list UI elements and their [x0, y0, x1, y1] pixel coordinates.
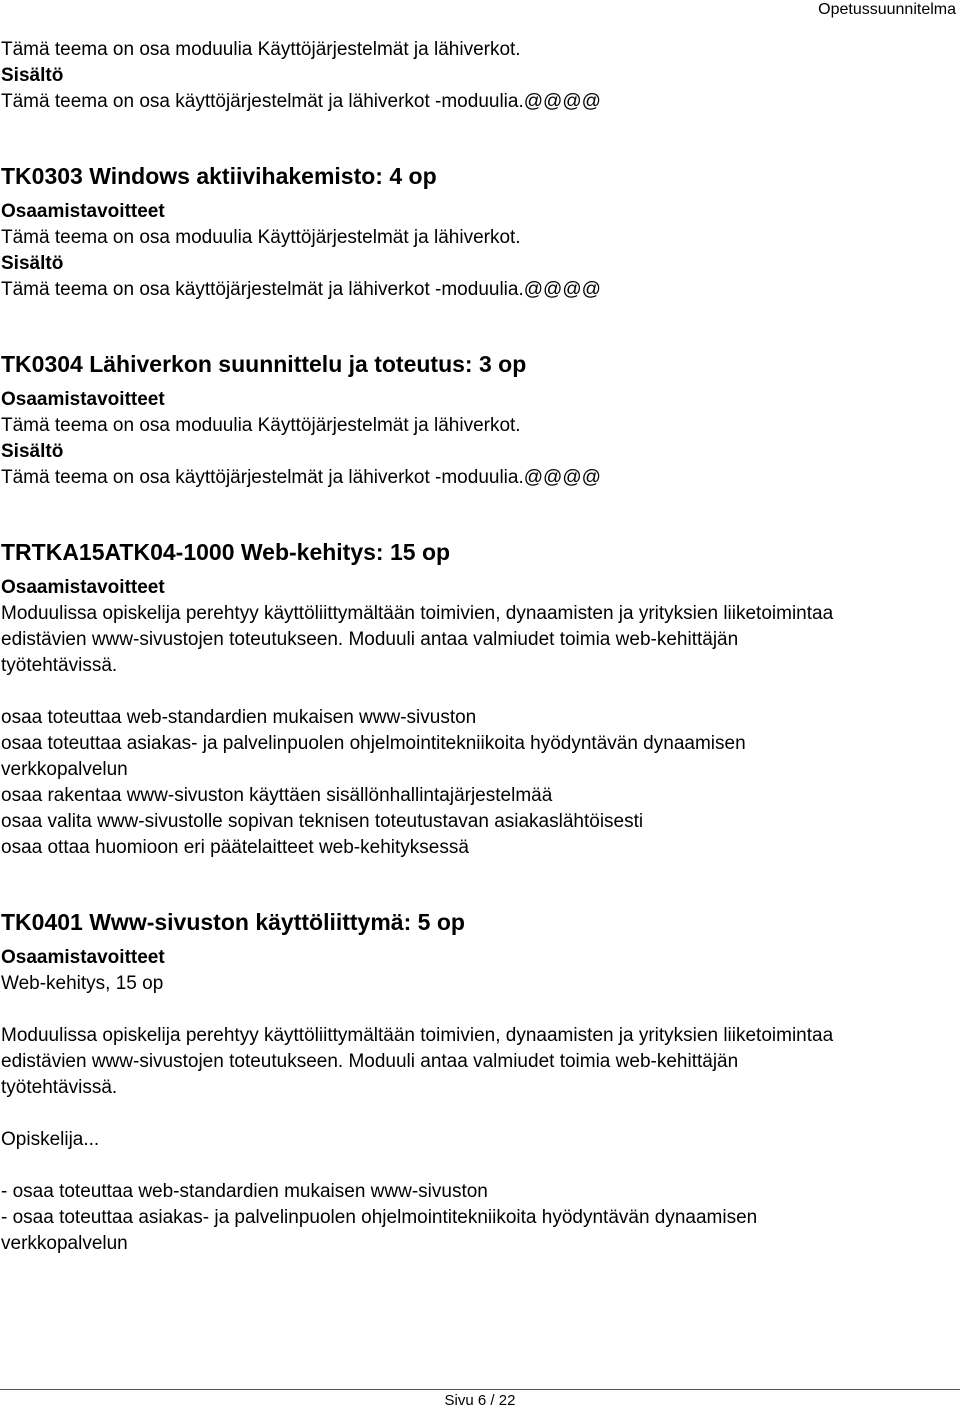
objective-item: - osaa toteuttaa asiakas- ja palvelinpuolen ohjelmointitekniikoita hyödyntävän dynaamisen: [1, 1207, 758, 1228]
section-title: TRTKA15ATK04-1000 Web-kehitys: 15 op: [1, 539, 451, 565]
objective-item: osaa rakentaa www-sivuston käyttäen sisällönhallintajärjestelmää: [1, 785, 553, 806]
objective-item: - osaa toteuttaa web-standardien mukaisen www-sivuston: [1, 1181, 488, 1202]
content-text: Tämä teema on osa käyttöjärjestelmät ja lähiverkot -moduulia.@@@@: [1, 91, 601, 112]
objective-item: verkkopalvelun: [1, 1233, 128, 1254]
page-number: Sivu 6 / 22: [444, 1392, 516, 1409]
section-title: TK0303 Windows aktiivihakemisto: 4 op: [1, 163, 437, 189]
section-tk0304: [1, 349, 951, 491]
description-line: Moduulissa opiskelija perehtyy käyttöliittymältään toimivien, dynaamisten ja yrityksien liiketoimintaa: [1, 1025, 834, 1046]
content-label: Sisältö: [1, 253, 64, 274]
objective-item: verkkopalvelun: [1, 759, 128, 780]
document-title: Opetussuunnitelma: [818, 1, 956, 18]
objectives-label: Osaamistavoitteet: [1, 947, 165, 968]
description-line: edistävien www-sivustojen toteutukseen. Moduuli antaa valmiudet toimia web-kehittäjän: [1, 629, 739, 650]
module-reference: Web-kehitys, 15 op: [1, 973, 164, 994]
footer-divider: [0, 1389, 960, 1390]
objectives-text: Tämä teema on osa moduulia Käyttöjärjestelmät ja lähiverkot.: [1, 415, 521, 436]
content-text: Tämä teema on osa käyttöjärjestelmät ja lähiverkot -moduulia.@@@@: [1, 467, 601, 488]
student-intro: Opiskelija...: [1, 1129, 100, 1150]
objective-item: osaa toteuttaa web-standardien mukaisen www-sivuston: [1, 707, 477, 728]
content-label: Sisältö: [1, 65, 64, 86]
section-title: TK0304 Lähiverkon suunnittelu ja toteutus: 3 op: [1, 351, 527, 377]
page-content: [1, 37, 951, 1257]
objectives-label: Osaamistavoitteet: [1, 201, 165, 222]
objectives-text: Tämä teema on osa moduulia Käyttöjärjestelmät ja lähiverkot.: [1, 227, 521, 248]
section-tk0303: [1, 161, 951, 303]
description-line: työtehtävissä.: [1, 1077, 118, 1098]
objectives-label: Osaamistavoitteet: [1, 577, 165, 598]
objective-item: osaa ottaa huomioon eri päätelaitteet web-kehityksessä: [1, 837, 469, 858]
objective-item: osaa toteuttaa asiakas- ja palvelinpuolen ohjelmointitekniikoita hyödyntävän dynaamisen: [1, 733, 746, 754]
objectives-text: Tämä teema on osa moduulia Käyttöjärjestelmät ja lähiverkot.: [1, 39, 521, 60]
section-title: TK0401 Www-sivuston käyttöliittymä: 5 op: [1, 909, 465, 935]
objectives-label: Osaamistavoitteet: [1, 389, 165, 410]
description-line: työtehtävissä.: [1, 655, 118, 676]
objective-item: osaa valita www-sivustolle sopivan teknisen toteutustavan asiakaslähtöisesti: [1, 811, 644, 832]
content-label: Sisältö: [1, 441, 64, 462]
section-trtka: [1, 537, 951, 861]
section-top: [1, 37, 951, 115]
section-tk0401: [1, 907, 951, 1257]
description-line: Moduulissa opiskelija perehtyy käyttöliittymältään toimivien, dynaamisten ja yrityksien liiketoimintaa: [1, 603, 834, 624]
content-text: Tämä teema on osa käyttöjärjestelmät ja lähiverkot -moduulia.@@@@: [1, 279, 601, 300]
description-line: edistävien www-sivustojen toteutukseen. Moduuli antaa valmiudet toimia web-kehittäjän: [1, 1051, 739, 1072]
